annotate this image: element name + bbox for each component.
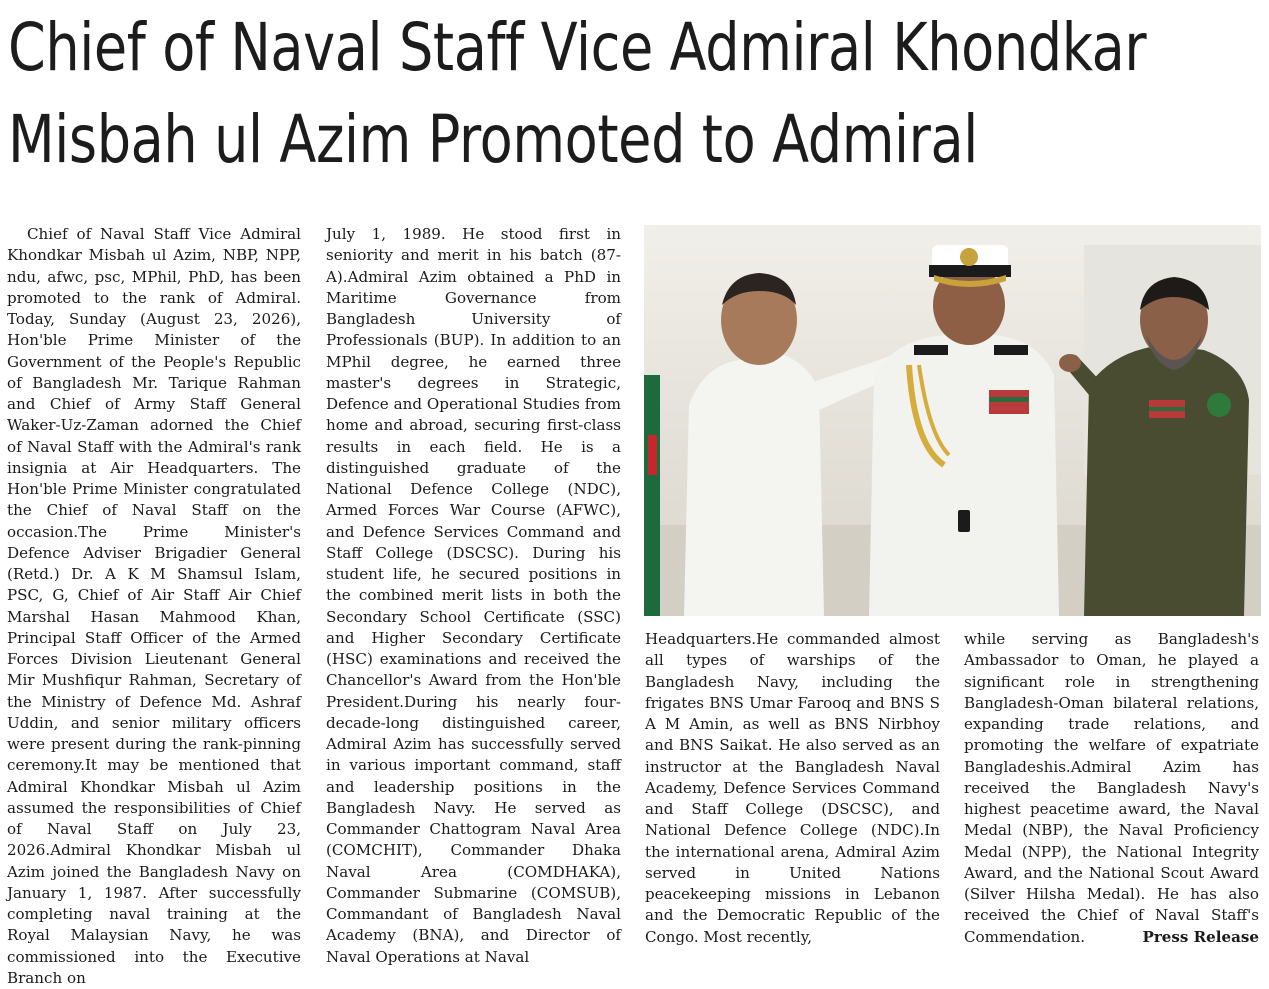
article-column-4 — [964, 629, 1259, 949]
headline-line-1: Chief of Naval Staff Vice Admiral Khondkar — [8, 9, 1147, 86]
article-text-4-body: while serving as Bangladesh's Ambassador to Oman, he played a significant role in strengthening Bangladesh-Oman bilateral relations, expanding trade relations, and promoting the welfare of expatriate Bangladeshis.Admiral Azim has received the Bangladesh Navy's highest peacetime award, the Naval Medal (NBP), the Naval Proficiency Medal (NPP), the National Integrity Award, and the National Scout Award (Silver Hilsha Medal). He has also received the Chief of Naval Staff's Commendation. — [964, 630, 1259, 946]
article-column-1 — [7, 224, 301, 987]
article-column-3 — [645, 629, 940, 949]
article-text-1: Chief of Naval Staff Vice Admiral Khondkar Misbah ul Azim, NBP, NPP, ndu, afwc, psc, MPhil, PhD, has been promoted to the rank of Admiral. Today, Sunday (August 23, 2026), Hon'ble Prime Minister of the Government of the People's Republic of Bangladesh Mr. Tarique Rahman and Chief of Army Staff General Waker-Uz-Zaman adorned the Chief of Naval Staff with the Admiral's rank insignia at Air Headquarters. The Hon'ble Prime Minister congratulated the Chief of Naval Staff on the occasion.The Prime Minister's Defence Adviser Brigadier General (Retd.) Dr. A K M Shamsul Islam, PSC, G, Chief of Air Staff Air Chief Marshal Hasan Mahmood Khan, Principal Staff Officer of the Armed Forces Division Lieutenant General Mir Mushfiqur Rahman, Secretary of the Ministry of Defence Md. Ashraf Uddin, and senior military officers were present during the rank-pinning ceremony.It may be mentioned that Admiral Khondkar Misbah ul Azim assumed the responsibilities of Chief of Naval Staff on July 23, 2026.Admiral Khondkar Misbah ul Azim joined the Bangladesh Navy on January 1, 1987. After successfully completing naval training at the Royal Malaysian Navy, he was commissioned into the Executive Branch on — [7, 225, 301, 987]
article-column-2 — [326, 224, 621, 966]
article-text-2: July 1, 1989. He stood first in seniority and merit in his batch (87-A).Admiral Azim obtained a PhD in Maritime Governance from Bangladesh University of Professionals (BUP). In addition to an MPhil degree, he earned three master's degrees in Strategic, Defence and Operational Studies from home and abroad, securing first-class results in each field. He is a distinguished graduate of the National Defence College (NDC), Armed Forces War Course (AFWC), and Defence Services Command and Staff College (DSCSC). During his student life, he secured positions in the combined merit lists in both the Secondary School Certificate (SSC) and Higher Secondary Certificate (HSC) examinations and received the Chancellor's Award from the Hon'ble President.During his nearly four-decade-long distinguished career, Admiral Azim has successfully served in various important command, staff and leadership positions in the Bangladesh Navy. He served as Commander Chattogram Naval Area (COMCHIT), Commander Dhaka Naval Area (COMDHAKA), Commander Submarine (COMSUB), Commandant of Bangladesh Naval Academy (BNA), and Director of Naval Operations at Naval — [326, 225, 621, 966]
article-text-4 — [964, 629, 1259, 948]
press-release-credit: Press Release — [1142, 927, 1259, 946]
ceremony-photo — [644, 225, 1261, 616]
headline-line-2: Misbah ul Azim Promoted to Admiral — [8, 101, 978, 178]
headline — [8, 2, 1147, 186]
article-text-3: Headquarters.He commanded almost all types of warships of the Bangladesh Navy, including the frigates BNS Umar Farooq and BNS S A M Amin, as well as BNS Nirbhoy and BNS Saikat. He also served as an instructor at the Bangladesh Naval Academy, Defence Services Command and Staff College (DSCSC), and National Defence College (NDC).In the international arena, Admiral Azim served in United Nations peacekeeping missions in Lebanon and the Democratic Republic of the Congo. Most recently, — [645, 630, 940, 946]
